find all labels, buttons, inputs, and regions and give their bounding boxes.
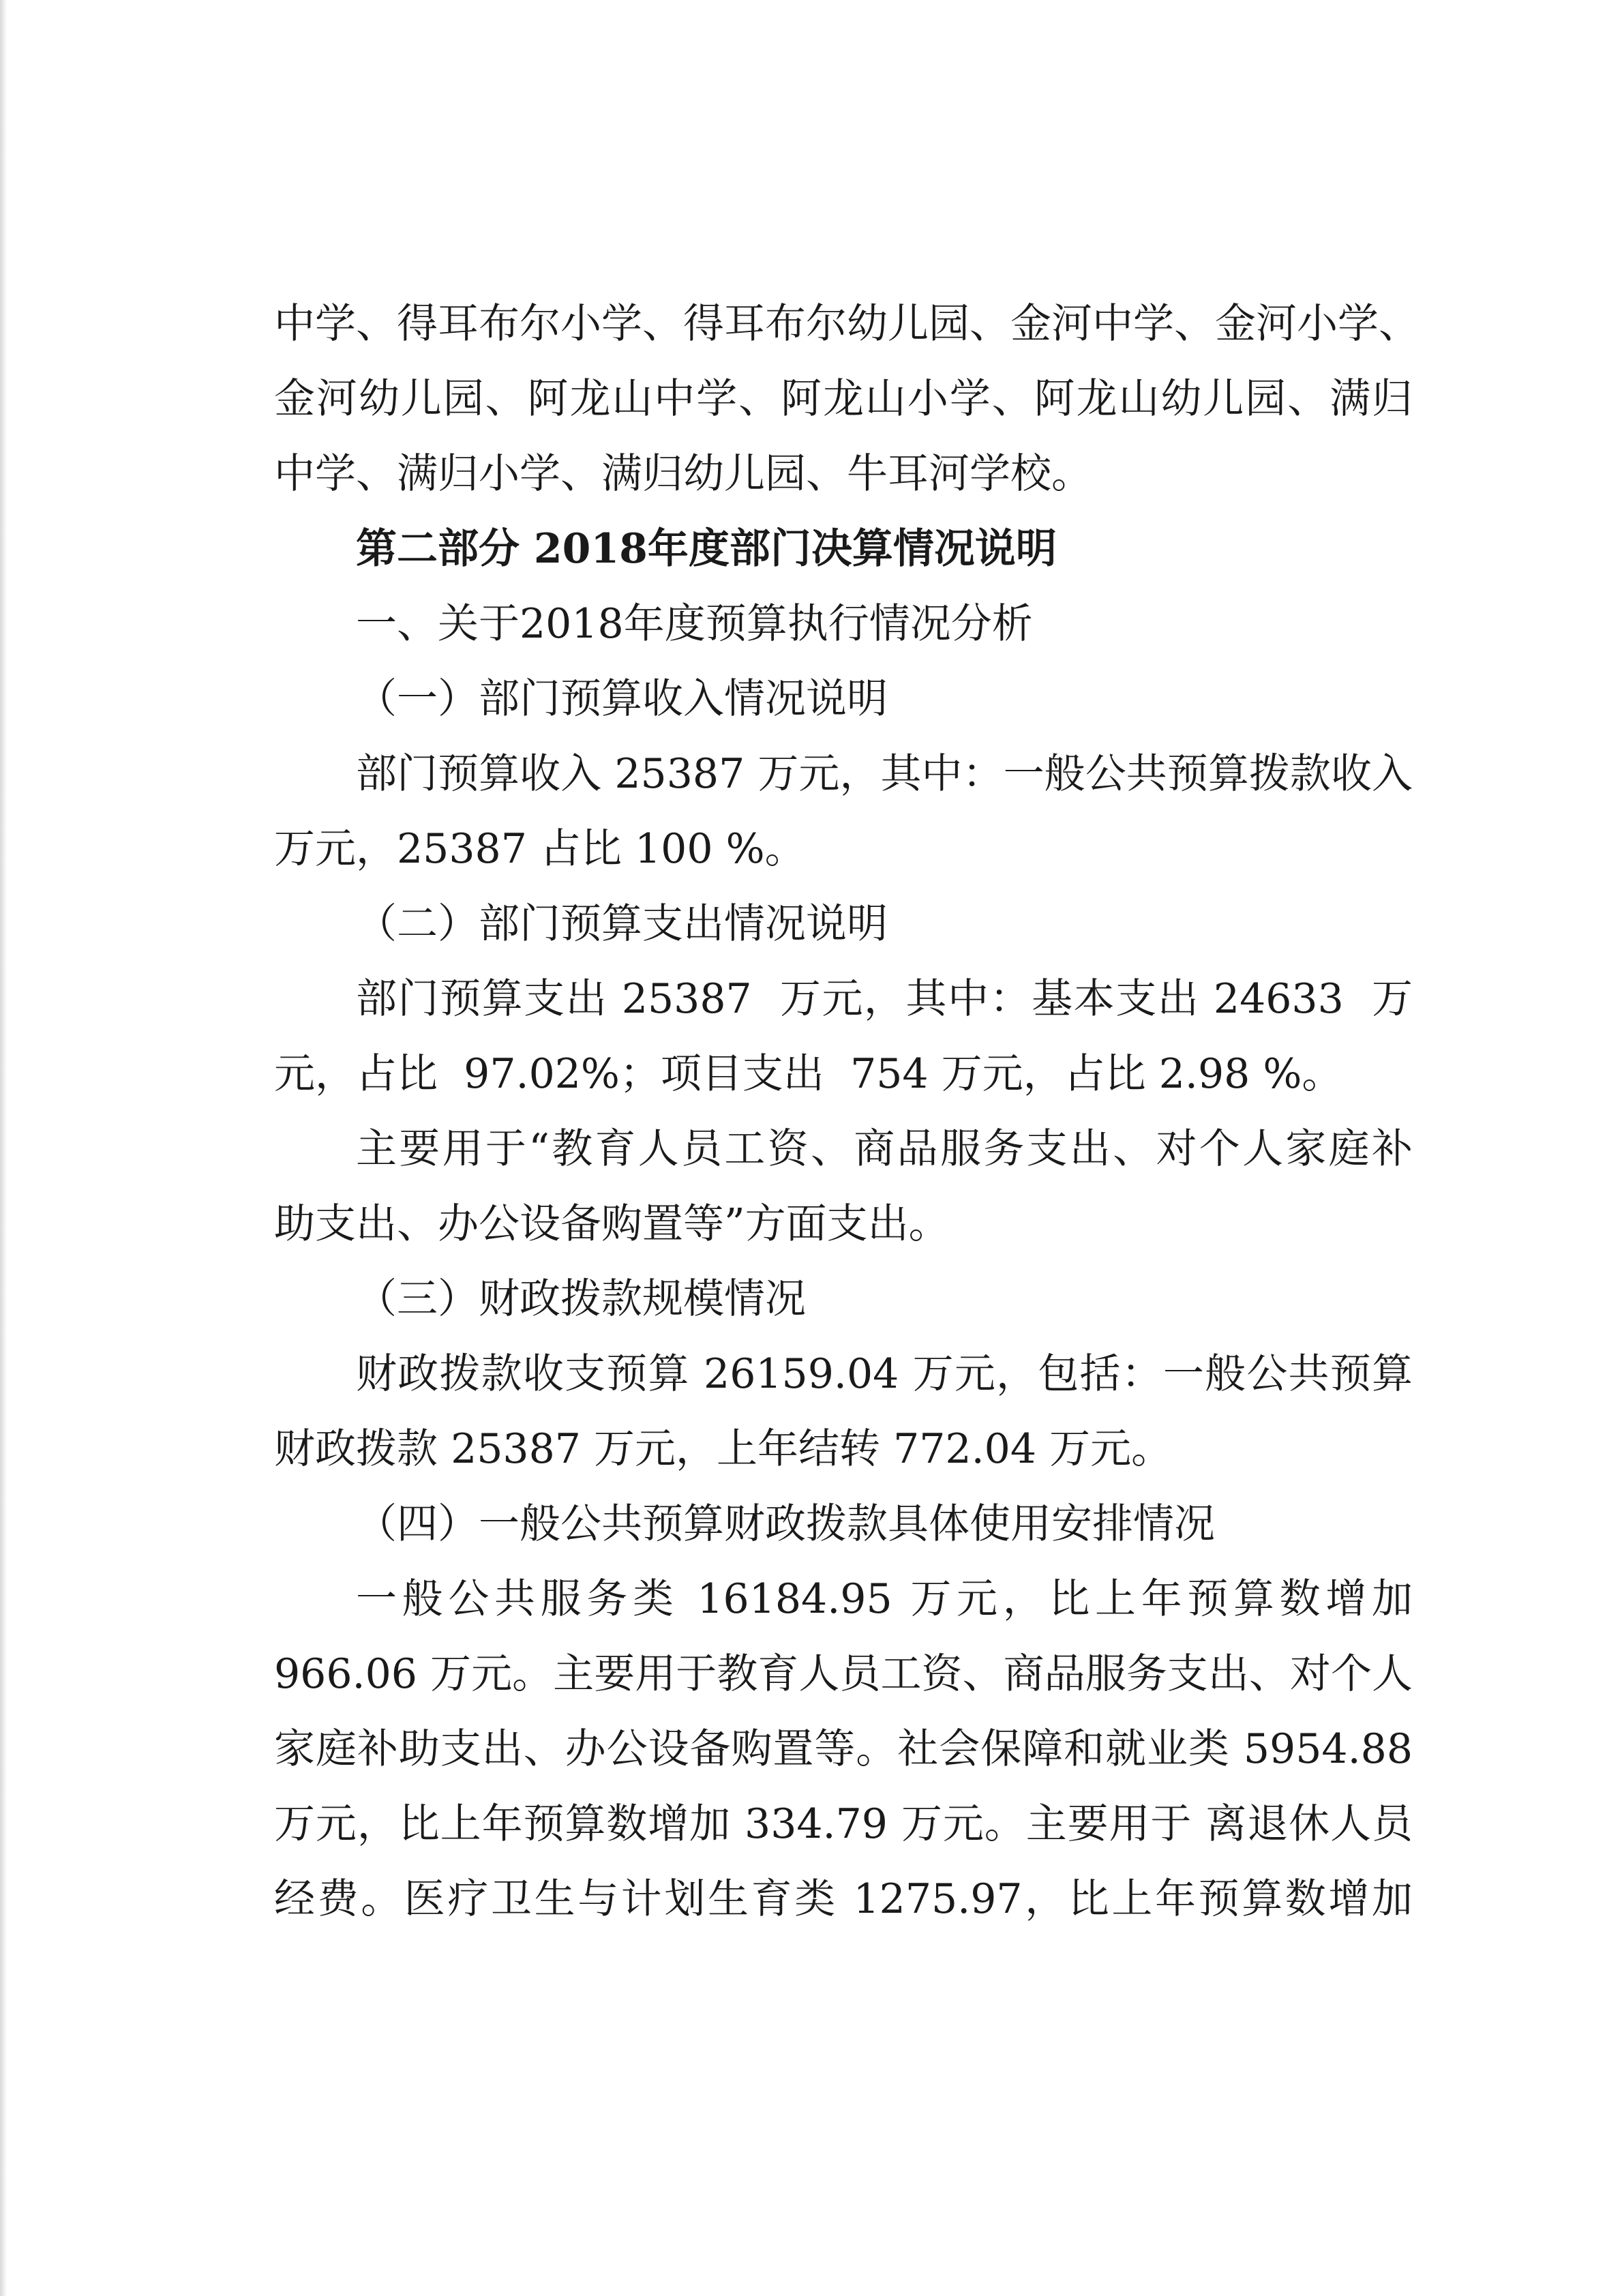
text-line: 家庭补助支出、办公设备购置等。社会保障和就业类 5954.88 (274, 1725, 1413, 1773)
text-line: 万元，25387 占比 100 %。 (274, 825, 806, 873)
text-line: 中学、满归小学、满归幼儿园、牛耳河学校。 (274, 450, 1092, 498)
text-line: 中学、得耳布尔小学、得耳布尔幼儿园、金河中学、金河小学、 (274, 300, 1420, 348)
body-text (274, 286, 1420, 1937)
text-line: 主要用于“教育人员工资、商品服务支出、对个人家庭补 (356, 1125, 1413, 1173)
text-line: 财政拨款 25387 万元，上年结转 772.04 万元。 (274, 1425, 1173, 1473)
part-heading: 第二部分 2018年度部门决算情况说明 (356, 525, 1057, 573)
section-heading: 一、关于2018年度预算执行情况分析 (356, 600, 1033, 648)
text-line: 一般公共服务类 16184.95 万元，比上年预算数增加 (356, 1575, 1413, 1623)
text-line: 财政拨款收支预算 26159.04 万元，包括：一般公共预算 (356, 1350, 1413, 1398)
subsection-heading: （二）部门预算支出情况说明 (356, 900, 888, 948)
scan-edge (0, 0, 7, 2296)
subsection-heading: （四）一般公共预算财政拨款具体使用安排情况 (356, 1500, 1215, 1548)
text-line: 部门预算收入 25387 万元，其中：一般公共预算拨款收入 (356, 750, 1413, 798)
text-line: 部门预算支出 25387 万元，其中：基本支出 24633 万 (356, 975, 1413, 1023)
text-line: 助支出、办公设备购置等”方面支出。 (274, 1200, 950, 1248)
subsection-heading: （一）部门预算收入情况说明 (356, 675, 888, 723)
subsection-heading: （三）财政拨款规模情况 (356, 1275, 806, 1323)
text-line: 万元，比上年预算数增加 334.79 万元。主要用于 离退休人员 (274, 1800, 1413, 1848)
text-line: 金河幼儿园、阿龙山中学、阿龙山小学、阿龙山幼儿园、满归 (274, 375, 1413, 423)
text-line: 966.06 万元。主要用于教育人员工资、商品服务支出、对个人 (274, 1650, 1413, 1698)
text-line: 元，占比 97.02%；项目支出 754 万元，占比 2.98 %。 (274, 1050, 1343, 1098)
text-line: 经费。医疗卫生与计划生育类 1275.97，比上年预算数增加 (274, 1875, 1413, 1923)
